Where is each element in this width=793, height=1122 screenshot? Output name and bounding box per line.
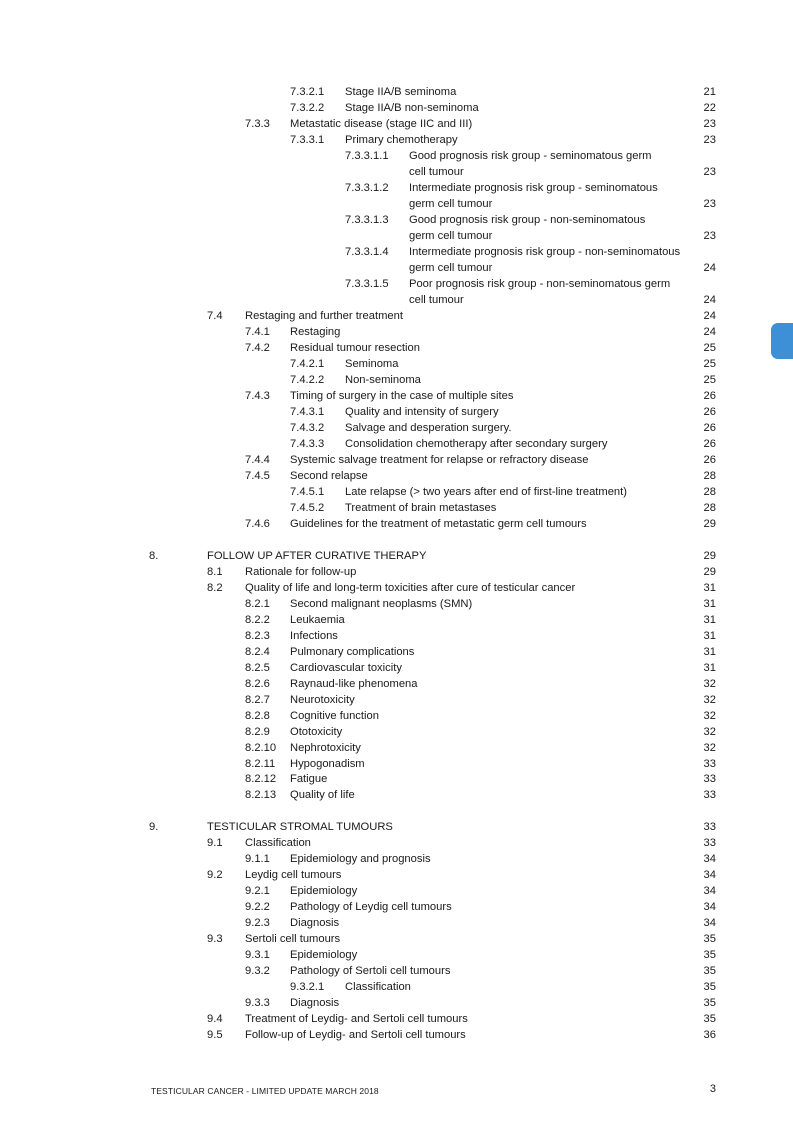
toc-entry-page: 23 [703, 230, 716, 242]
toc-entry-title: Hypogonadism [290, 758, 365, 770]
toc-entry-number: 8.2.4 [245, 646, 270, 658]
toc-entry-page: 28 [703, 470, 716, 482]
toc-entry-page: 23 [703, 166, 716, 178]
toc-entry-page: 28 [703, 502, 716, 514]
toc-entry-page: 35 [703, 997, 716, 1009]
toc-entry-page: 33 [703, 773, 716, 785]
toc-entry-page: 31 [703, 646, 716, 658]
toc-entry-number: 8.2.7 [245, 694, 270, 706]
toc-entry-title: Quality and intensity of surgery [345, 406, 499, 418]
toc-entry-page: 34 [703, 869, 716, 881]
toc-entry-page: 31 [703, 598, 716, 610]
toc-entry-page: 24 [703, 294, 716, 306]
toc-entry-page: 26 [703, 454, 716, 466]
toc-entry-title-continued: germ cell tumour [409, 262, 493, 274]
toc-entry-number: 7.4.1 [245, 326, 270, 338]
toc-entry-title-continued: cell tumour [409, 166, 464, 178]
toc-entry-page: 32 [703, 710, 716, 722]
toc-entry-page: 32 [703, 742, 716, 754]
toc-entry-number: 8.2.1 [245, 598, 270, 610]
toc-entry-number: 7.3.3.1.1 [345, 150, 389, 162]
toc-entry-number: 7.3.3.1.5 [345, 278, 389, 290]
toc-entry-number: 7.4.2.1 [290, 358, 325, 370]
toc-entry-title: Treatment of brain metastases [345, 502, 497, 514]
toc-entry-title-continued: germ cell tumour [409, 198, 493, 210]
toc-entry-number: 7.3.3.1 [290, 134, 325, 146]
toc-entry-number: 9.1.1 [245, 853, 270, 865]
toc-entry-number: 7.4.3.3 [290, 438, 325, 450]
toc-entry-page: 35 [703, 933, 716, 945]
toc-entry-page: 34 [703, 853, 716, 865]
toc-entry-number: 7.4.6 [245, 518, 270, 530]
toc-entry-number: 9.4 [207, 1013, 223, 1025]
toc-entry-title: Quality of life [290, 789, 355, 801]
toc-entry-title: Ototoxicity [290, 726, 343, 738]
toc-entry-number: 8.2.6 [245, 678, 270, 690]
toc-entry-page: 35 [703, 981, 716, 993]
toc-entry-page: 25 [703, 374, 716, 386]
toc-entry-title: Good prognosis risk group - seminomatous germ [409, 150, 652, 162]
toc-entry-number: 7.3.3.1.4 [345, 246, 389, 258]
toc-entry-title: Intermediate prognosis risk group - seminomatous [409, 182, 658, 194]
toc-entry-page: 26 [703, 422, 716, 434]
toc-entry-page: 31 [703, 582, 716, 594]
toc-entry-number: 8.2.5 [245, 662, 270, 674]
toc-entry-number: 8.2 [207, 582, 223, 594]
toc-entry-number: 9. [149, 821, 159, 833]
toc-entry-title: Pathology of Leydig cell tumours [290, 901, 452, 913]
toc-entry-title: Quality of life and long-term toxicities after cure of testicular cancer [245, 582, 576, 594]
toc-entry-page: 35 [703, 1013, 716, 1025]
toc-entry-title: Consolidation chemotherapy after secondary surgery [345, 438, 608, 450]
toc-entry-page: 29 [703, 518, 716, 530]
toc-entry-number: 9.5 [207, 1029, 223, 1041]
toc-entry-page: 32 [703, 678, 716, 690]
toc-entry-number: 8.2.2 [245, 614, 270, 626]
toc-entry-title: Nephrotoxicity [290, 742, 361, 754]
toc-entry-title: Intermediate prognosis risk group - non-seminomatous [409, 246, 681, 258]
toc-entry-page: 26 [703, 390, 716, 402]
toc-entry-title-continued: germ cell tumour [409, 230, 493, 242]
toc-entry-page: 35 [703, 965, 716, 977]
toc-entry-title: Sertoli cell tumours [245, 933, 341, 945]
toc-entry-number: 7.3.2.2 [290, 102, 325, 114]
toc-entry-title: Cardiovascular toxicity [290, 662, 402, 674]
toc-entry-number: 7.4.4 [245, 454, 270, 466]
toc-entry-number: 9.1 [207, 837, 223, 849]
toc-entry-title: TESTICULAR STROMAL TUMOURS [207, 821, 393, 833]
toc-entry-title-continued: cell tumour [409, 294, 464, 306]
toc-entry-title: Neurotoxicity [290, 694, 355, 706]
toc-entry-title: Systemic salvage treatment for relapse or refractory disease [290, 454, 589, 466]
toc-entry-title: Primary chemotherapy [345, 134, 458, 146]
toc-entry-page: 34 [703, 901, 716, 913]
toc-entry-title: Second relapse [290, 470, 368, 482]
toc-entry-page: 31 [703, 614, 716, 626]
toc-entry-number: 9.3 [207, 933, 223, 945]
toc-entry-number: 8.2.10 [245, 742, 277, 754]
toc-entry-page: 29 [703, 566, 716, 578]
toc-entry-title: Late relapse (> two years after end of first-line treatment) [345, 486, 627, 498]
toc-entry-number: 9.3.2.1 [290, 981, 325, 993]
toc-entry-title: Metastatic disease (stage IIC and III) [290, 118, 473, 130]
toc-entry-number: 9.2.1 [245, 885, 270, 897]
toc-entry-title: Restaging and further treatment [245, 310, 403, 322]
toc-entry-title: Classification [245, 837, 311, 849]
toc-entry-title: Infections [290, 630, 338, 642]
toc-entry-number: 7.3.3.1.3 [345, 214, 389, 226]
toc-entry-title: Follow-up of Leydig- and Sertoli cell tumours [245, 1029, 466, 1041]
toc-entry-page: 21 [703, 86, 716, 98]
toc-entry-title: Epidemiology and prognosis [290, 853, 431, 865]
toc-entry-page: 33 [703, 789, 716, 801]
toc-entry-number: 9.3.3 [245, 997, 270, 1009]
toc-entry-number: 7.4.2 [245, 342, 270, 354]
toc-entry-page: 33 [703, 837, 716, 849]
toc-entry-page: 35 [703, 949, 716, 961]
toc-entry-page: 23 [703, 198, 716, 210]
toc-entry-number: 7.4.2.2 [290, 374, 325, 386]
toc-entry-page: 28 [703, 486, 716, 498]
footer-title: TESTICULAR CANCER - LIMITED UPDATE MARCH 2018 [151, 1086, 379, 1096]
toc-entry-page: 23 [703, 134, 716, 146]
toc-entry-page: 34 [703, 885, 716, 897]
toc-entry-title: Pulmonary complications [290, 646, 415, 658]
toc-entry-number: 7.4.5.1 [290, 486, 325, 498]
toc-entry-page: 26 [703, 438, 716, 450]
toc-entry-title: Leydig cell tumours [245, 869, 342, 881]
toc-entry-page: 33 [703, 758, 716, 770]
toc-entry-title: Seminoma [345, 358, 399, 370]
toc-entry-title: Restaging [290, 326, 341, 338]
toc-entry-title: Guidelines for the treatment of metastatic germ cell tumours [290, 518, 587, 530]
toc-entry-page: 33 [703, 821, 716, 833]
toc-entry-page: 26 [703, 406, 716, 418]
toc-entry-number: 7.4.3 [245, 390, 270, 402]
toc-entry-title: Diagnosis [290, 917, 340, 929]
toc-entry-page: 24 [703, 326, 716, 338]
toc-entry-page: 24 [703, 310, 716, 322]
toc-entry-number: 7.3.3 [245, 118, 270, 130]
toc-entry-number: 8.2.12 [245, 773, 277, 785]
toc-entry-page: 31 [703, 630, 716, 642]
toc-entry-title: Diagnosis [290, 997, 340, 1009]
toc-entry-page: 23 [703, 118, 716, 130]
toc-entry-number: 8.2.9 [245, 726, 270, 738]
toc-entry-title: Stage IIA/B non-seminoma [345, 102, 479, 114]
toc-entry-number: 7.4 [207, 310, 223, 322]
toc-entry-title: Epidemiology [290, 885, 358, 897]
toc-entry-page: 24 [703, 262, 716, 274]
toc-entry-page: 25 [703, 358, 716, 370]
toc-entry-page: 34 [703, 917, 716, 929]
toc-entry-title: Epidemiology [290, 949, 358, 961]
toc-entry-title: Good prognosis risk group - non-seminomatous [409, 214, 646, 226]
toc-entry-page: 36 [703, 1029, 716, 1041]
toc-entry-title: Second malignant neoplasms (SMN) [290, 598, 473, 610]
toc-entry-number: 8.2.11 [245, 758, 276, 770]
toc-entry-title: Non-seminoma [345, 374, 421, 386]
toc-entry-number: 9.3.1 [245, 949, 270, 961]
toc-entry-title: Treatment of Leydig- and Sertoli cell tumours [245, 1013, 468, 1025]
toc-entry-number: 7.4.3.1 [290, 406, 325, 418]
toc-entry-page: 22 [703, 102, 716, 114]
footer-page-number: 3 [709, 1083, 716, 1095]
toc-entry-title: Residual tumour resection [290, 342, 420, 354]
toc-entry-number: 8. [149, 550, 159, 562]
toc-entry-page: 29 [703, 550, 716, 562]
toc-entry-title: Timing of surgery in the case of multiple sites [290, 390, 514, 402]
side-section-tab [771, 323, 793, 359]
toc-entry-number: 8.2.8 [245, 710, 270, 722]
toc-entry-number: 7.3.3.1.2 [345, 182, 389, 194]
toc-entry-number: 9.3.2 [245, 965, 270, 977]
toc-entry-number: 7.4.3.2 [290, 422, 325, 434]
toc-entry-number: 9.2.2 [245, 901, 270, 913]
toc-entry-number: 8.1 [207, 566, 223, 578]
toc-entry-title: Leukaemia [290, 614, 345, 626]
toc-entry-number: 9.2.3 [245, 917, 270, 929]
toc-entry-title: Cognitive function [290, 710, 379, 722]
toc-entry-number: 7.3.2.1 [290, 86, 325, 98]
toc-entry-title: FOLLOW UP AFTER CURATIVE THERAPY [207, 550, 427, 562]
toc-entry-title: Fatigue [290, 773, 328, 785]
toc-entry-number: 7.4.5 [245, 470, 270, 482]
toc-entry-title: Raynaud-like phenomena [290, 678, 418, 690]
toc-entry-number: 7.4.5.2 [290, 502, 325, 514]
toc-entry-page: 32 [703, 726, 716, 738]
toc-entry-title: Poor prognosis risk group - non-seminomatous germ [409, 278, 671, 290]
toc-entry-number: 8.2.3 [245, 630, 270, 642]
toc-entry-page: 32 [703, 694, 716, 706]
toc-entry-page: 25 [703, 342, 716, 354]
toc-entry-page: 31 [703, 662, 716, 674]
toc-entry-number: 8.2.13 [245, 789, 277, 801]
toc-entry-title: Classification [345, 981, 411, 993]
toc-entry-title: Rationale for follow-up [245, 566, 357, 578]
toc-entry-title: Salvage and desperation surgery. [345, 422, 512, 434]
toc-entry-title: Pathology of Sertoli cell tumours [290, 965, 451, 977]
toc-entry-title: Stage IIA/B seminoma [345, 86, 457, 98]
toc-entry-number: 9.2 [207, 869, 223, 881]
